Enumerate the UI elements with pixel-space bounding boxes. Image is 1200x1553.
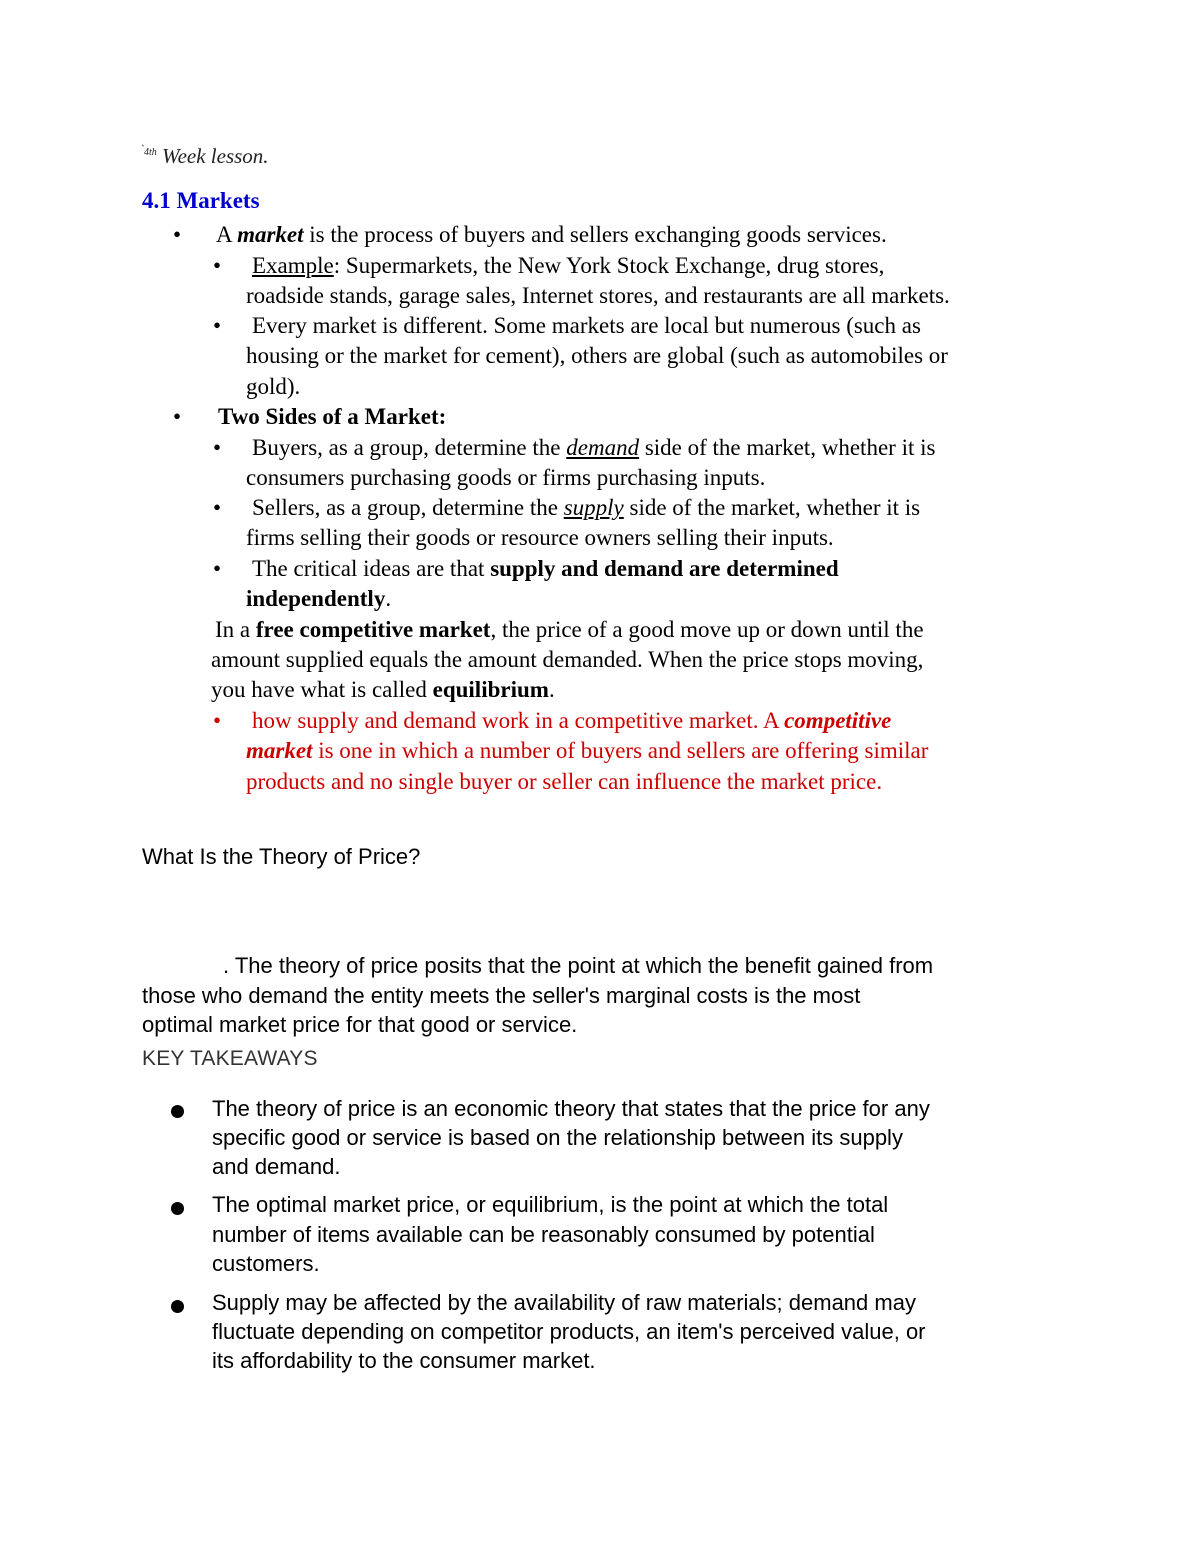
two-sides-heading: Two Sides of a Market:	[218, 404, 447, 429]
key-takeaways-title: KEY TAKEAWAYS	[142, 1047, 318, 1070]
theory-question: What Is the Theory of Price?	[142, 844, 421, 869]
theory-line-2: those who demand the entity meets the seller's marginal costs is the most	[142, 982, 861, 1008]
bullet-marker: •	[213, 556, 222, 581]
week-label: $^{`4th}$ Week lesson.	[140, 142, 269, 168]
sellers-line-1: Sellers, as a group, determine the supply side of the market, whether it is	[252, 495, 921, 520]
bullet-marker: •	[213, 313, 222, 338]
market-definition: A market is the process of buyers and sellers exchanging goods services.	[216, 222, 887, 247]
theory-paragraph	[142, 951, 933, 1040]
sellers-line-2: firms selling their goods or resource owners selling their inputs.	[246, 525, 834, 550]
bullet-dot	[171, 1300, 184, 1313]
bullet-dot	[171, 1105, 184, 1118]
section-heading: 4.1 Markets	[142, 188, 260, 213]
competitive-line-2: market is one in which a number of buyers and sellers are offering similar	[246, 738, 929, 763]
takeaway-1-line-2: specific good or service is based on the relationship between its supply	[212, 1125, 903, 1150]
theory-line-1: . The theory of price posits that the point at which the benefit gained from	[223, 953, 934, 978]
free-market-line-2: amount supplied equals the amount demanded. When the price stops moving,	[211, 647, 924, 672]
competitive-line-1: how supply and demand work in a competitive market. A competitive	[252, 708, 892, 733]
every-market-line-1: Every market is different. Some markets are local but numerous (such as	[252, 313, 921, 338]
bullet-marker: •	[213, 708, 222, 733]
competitive-line-3: products and no single buyer or seller can influence the market price.	[246, 769, 883, 794]
bullet-marker: •	[213, 495, 222, 520]
buyers-line-2: consumers purchasing goods or firms purchasing inputs.	[246, 465, 766, 490]
takeaway-2-line-3: customers.	[212, 1251, 320, 1276]
takeaway-3-line-1: Supply may be affected by the availability of raw materials; demand may	[212, 1290, 916, 1315]
takeaway-1-line-1: The theory of price is an economic theory that states that the price for any	[212, 1096, 930, 1121]
example-line-1: Example: Supermarkets, the New York Stock Exchange, drug stores,	[252, 253, 885, 278]
every-market-line-2: housing or the market for cement), others are global (such as automobiles or	[246, 343, 948, 368]
example-line-2: roadside stands, garage sales, Internet stores, and restaurants are all markets.	[246, 283, 950, 308]
takeaway-3-line-3: its affordability to the consumer market.	[212, 1348, 596, 1373]
bullet-marker: •	[213, 435, 222, 460]
every-market-line-3: gold).	[246, 374, 301, 399]
bullet-marker: •	[213, 253, 222, 278]
critical-line-1: The critical ideas are that supply and demand are determined	[252, 556, 839, 581]
free-market-line-1: In a free competitive market, the price of a good move up or down until the	[215, 617, 924, 642]
bullet-marker: •	[173, 404, 182, 429]
takeaway-1-line-3: and demand.	[212, 1154, 341, 1179]
bullet-dot	[171, 1202, 184, 1215]
bullet-marker: •	[173, 222, 182, 247]
theory-line-3: optimal market price for that good or service.	[142, 1012, 578, 1037]
critical-line-2: independently.	[246, 586, 392, 611]
takeaway-2-line-2: number of items available can be reasonably consumed by potential	[212, 1222, 875, 1247]
free-market-line-3: you have what is called equilibrium.	[211, 677, 555, 702]
takeaway-2-line-1: The optimal market price, or equilibrium, is the point at which the total	[212, 1192, 889, 1217]
buyers-line-1: Buyers, as a group, determine the demand side of the market, whether it is	[252, 435, 936, 460]
takeaway-3-line-2: fluctuate depending on competitor products, an item's perceived value, or	[212, 1319, 926, 1344]
